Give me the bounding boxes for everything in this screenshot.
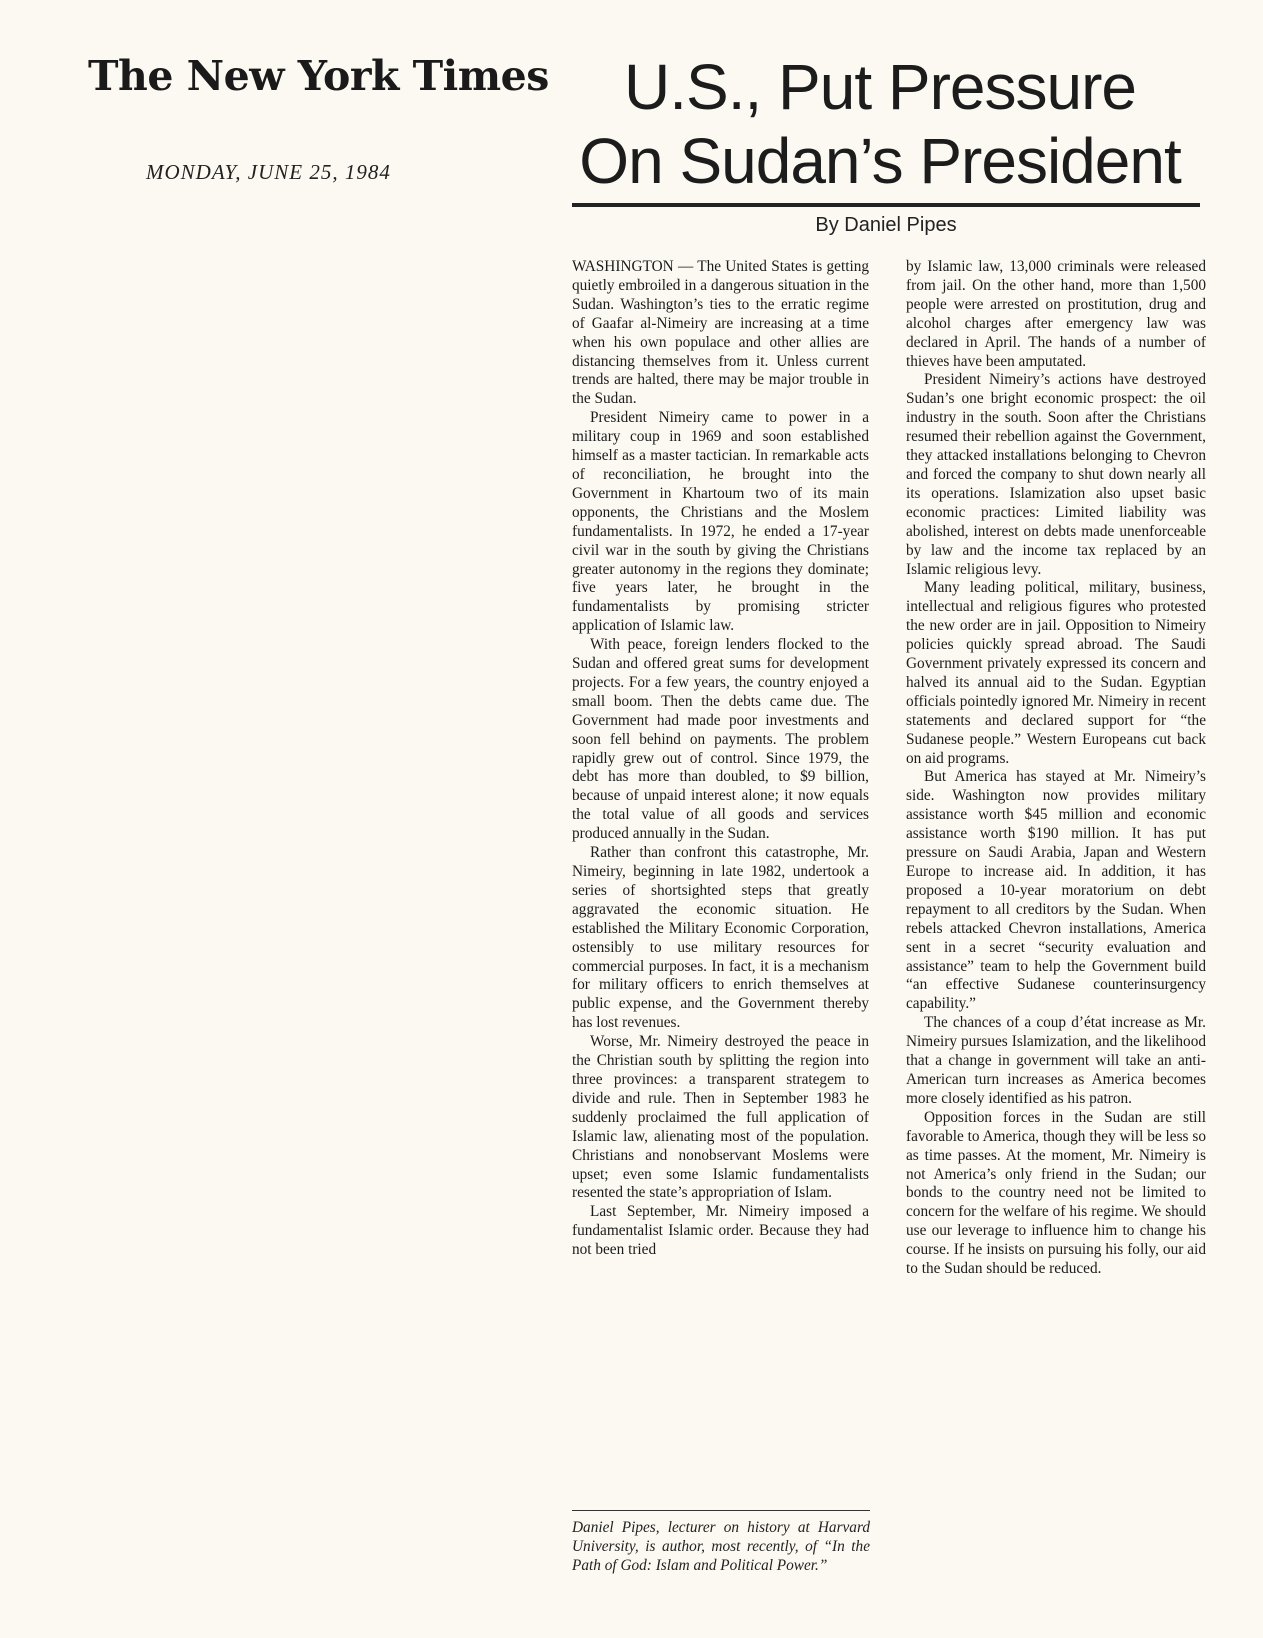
paragraph: by Islamic law, 13,000 criminals were released from jail. On the other hand, more than 1,500 people were arrested on prostitution, drug and alcohol charges after emergency law was declared in April. The hands of a number of thieves have been amputated. <box>906 258 1206 370</box>
headline-rule <box>572 203 1200 207</box>
paragraph: President Nimeiry’s actions have destroyed Sudan’s one bright economic prospect: the oil industry in the south. Soon after the Christians resumed their rebellion against the Government, they attacked installations belonging to Chevron and forced the company to shut down nearly all its operations. Islamization also upset basic economic practices: Limited liability was abolished, interest on debts made unenforceable by law and the income tax replaced by an Islamic religious levy. <box>906 371 1206 578</box>
paragraph: WASHINGTON — The United States is getting quietly embroiled in a dangerous situation in the Sudan. Washington’s ties to the erratic regime of Gaafar al-Nimeiry are increasing at a time when his own populace and other allies are distancing themselves from it. Unless current trends are halted, there may be major trouble in the Sudan. <box>572 258 869 408</box>
paragraph: President Nimeiry came to power in a military coup in 1969 and soon established himself as a master tactician. In remarkable acts of reconciliation, he brought into the Government in Khartoum two of its main opponents, the Christians and the Moslem fundamentalists. In 1972, he ended a 17-year civil war in the south by giving the Christians greater autonomy in the regions they dominate; five years later, he brought in the fundamentalists by promising stricter application of Islamic law. <box>572 409 869 635</box>
author-note-rule <box>572 1510 870 1511</box>
article-column-1 <box>572 258 869 1260</box>
paragraph: Last September, Mr. Nimeiry imposed a fundamentalist Islamic order. Because they had not been tried <box>572 1203 869 1259</box>
paragraph: The chances of a coup d’état increase as Mr. Nimeiry pursues Islamization, and the likelihood that a change in government will take an anti-American turn increases as America becomes more closely identified as his patron. <box>906 1014 1206 1107</box>
paragraph: Many leading political, military, business, intellectual and religious figures who protested the new order are in jail. Opposition to Nimeiry policies quickly spread abroad. The Saudi Government privately expressed its concern and halved its annual aid to the Sudan. Egyptian officials pointedly ignored Mr. Nimeiry in recent statements and declared support for “the Sudanese people.” Western Europeans cut back on aid programs. <box>906 579 1206 767</box>
article-headline <box>560 50 1200 198</box>
paragraph: Rather than confront this catastrophe, Mr. Nimeiry, beginning in late 1982, undertook a series of shortsighted steps that greatly aggravated the economic situation. He established the Military Economic Corporation, ostensibly to use military resources for commercial purposes. In fact, it is a mechanism for military officers to enrich themselves at public expense, and the Government thereby has lost revenues. <box>572 844 869 1032</box>
paragraph: Worse, Mr. Nimeiry destroyed the peace in the Christian south by splitting the region into three provinces: a transparent strategem to divide and rule. Then in September 1983 he suddenly proclaimed the full application of Islamic law, alienating most of the population. Christians and nonobservant Moslems were upset; even some Islamic fundamentalists resented the state’s appropriation of Islam. <box>572 1033 869 1202</box>
headline-line-1: U.S., Put Pressure <box>624 51 1136 123</box>
author-note: Daniel Pipes, lecturer on history at Harvard University, is author, most recently, of “In the Path of God: Islam and Political Power.” <box>572 1519 870 1574</box>
article-column-2 <box>906 258 1206 1279</box>
publication-date: MONDAY, JUNE 25, 1984 <box>146 160 391 184</box>
byline: By Daniel Pipes <box>815 214 957 236</box>
paragraph: But America has stayed at Mr. Nimeiry’s side. Washington now provides military assistance worth $45 million and economic assistance worth $190 million. It has put pressure on Saudi Arabia, Japan and Western Europe to increase aid. In addition, it has proposed a 10-year moratorium on debt repayment to all creditors by the Sudan. When rebels attacked Chevron installations, America sent in a secret “security evaluation and assistance” team to help the Government build “an effective Sudanese counterinsurgency capability.” <box>906 768 1206 1013</box>
newspaper-masthead: The New York Times <box>88 52 549 100</box>
paragraph: Opposition forces in the Sudan are still favorable to America, though they will be less so as time passes. At the moment, Mr. Nimeiry is not America’s only friend in the Sudan; our bonds to the country need not be limited to concern for the welfare of his regime. We should use our leverage to influence him to change his course. If he insists on pursuing his folly, our aid to the Sudan should be reduced. <box>906 1108 1206 1278</box>
paragraph: With peace, foreign lenders flocked to the Sudan and offered great sums for development projects. For a few years, the country enjoyed a small boom. Then the debts came due. The Government had made poor investments and soon fell behind on payments. The problem rapidly grew out of control. Since 1979, the debt has more than doubled, to $9 billion, because of unpaid interest alone; it now equals the total value of all goods and services produced annually in the Sudan. <box>572 636 869 843</box>
headline-line-2: On Sudan’s President <box>579 125 1181 197</box>
